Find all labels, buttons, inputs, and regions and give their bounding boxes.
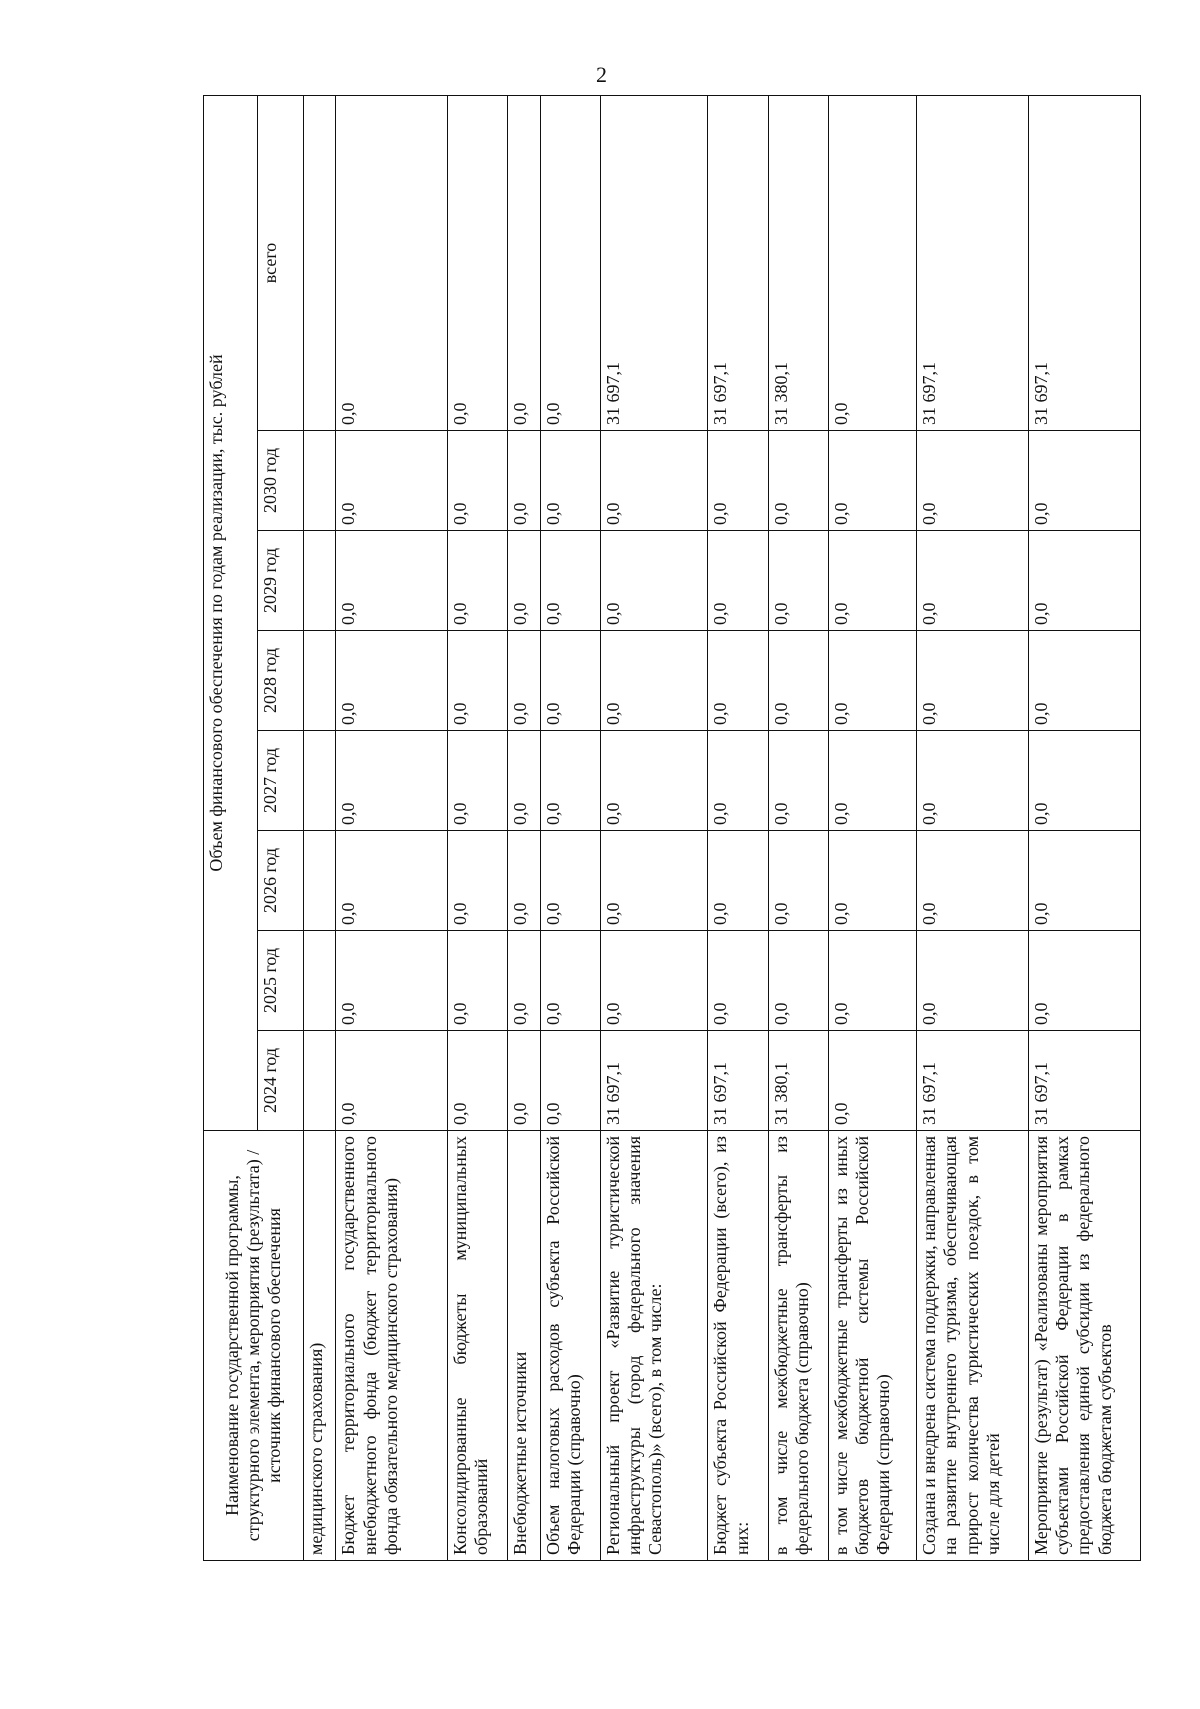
row-value: 0,0 — [917, 631, 1029, 731]
row-value: 31 697,1 — [708, 95, 768, 430]
row-value: 0,0 — [508, 831, 540, 931]
row-value: 31 697,1 — [708, 1031, 768, 1131]
row-value: 31 697,1 — [917, 1031, 1029, 1131]
table-row — [448, 95, 508, 1560]
row-value: 0,0 — [448, 831, 508, 931]
row-value: 0,0 — [336, 831, 448, 931]
header-year-2026: 2026 год — [258, 831, 304, 931]
row-value: 0,0 — [448, 731, 508, 831]
row-value: 0,0 — [768, 931, 828, 1031]
row-value — [304, 531, 336, 631]
row-value: 0,0 — [708, 731, 768, 831]
row-value: 0,0 — [508, 1031, 540, 1131]
row-value — [304, 431, 336, 531]
row-value: 0,0 — [828, 95, 916, 430]
row-value — [304, 631, 336, 731]
row-value: 0,0 — [508, 931, 540, 1031]
table-row — [768, 95, 828, 1560]
row-name: Региональный проект «Развитие туристической инфраструктуры (город федерального значения Севастополь)» (всего), в том числе: — [600, 1131, 708, 1561]
row-value: 0,0 — [828, 1031, 916, 1131]
row-value: 0,0 — [1029, 931, 1141, 1031]
row-value: 0,0 — [828, 531, 916, 631]
row-value: 0,0 — [1029, 731, 1141, 831]
header-year-2027: 2027 год — [258, 731, 304, 831]
row-value: 0,0 — [768, 631, 828, 731]
row-value: 0,0 — [917, 531, 1029, 631]
header-volume-group: Объем финансового обеспечения по годам реализации, тыс. рублей — [204, 95, 258, 1130]
header-year-2030: 2030 год — [258, 431, 304, 531]
row-value: 0,0 — [1029, 531, 1141, 631]
table-row — [1029, 95, 1141, 1560]
rotated-table-container — [203, 96, 1141, 1561]
row-value: 0,0 — [600, 431, 708, 531]
row-name: Мероприятие (результат) «Реализованы мероприятия субъектами Российской Федерации в рамках предоставления единой субсидии из федерального бюджета бюджетам субъектов — [1029, 1131, 1141, 1561]
row-value: 0,0 — [768, 531, 828, 631]
rotated-sheet — [203, 96, 1141, 1561]
row-value: 0,0 — [540, 95, 600, 430]
row-value: 0,0 — [448, 431, 508, 531]
row-value: 0,0 — [336, 931, 448, 1031]
row-value — [304, 731, 336, 831]
row-value: 0,0 — [708, 831, 768, 931]
row-value: 0,0 — [600, 831, 708, 931]
header-year-2029: 2029 год — [258, 531, 304, 631]
row-value: 0,0 — [448, 631, 508, 731]
row-value — [304, 931, 336, 1031]
row-value: 0,0 — [708, 631, 768, 731]
row-value: 0,0 — [448, 1031, 508, 1131]
header-year-2028: 2028 год — [258, 631, 304, 731]
row-name: Консолидированные бюджеты муниципальных образований — [448, 1131, 508, 1561]
row-value: 31 697,1 — [1029, 95, 1141, 430]
row-value: 0,0 — [448, 531, 508, 631]
row-value: 0,0 — [448, 931, 508, 1031]
row-value: 0,0 — [540, 1031, 600, 1131]
row-value: 0,0 — [336, 1031, 448, 1131]
row-value: 0,0 — [600, 931, 708, 1031]
row-value: 0,0 — [508, 731, 540, 831]
row-value: 0,0 — [540, 531, 600, 631]
header-total: всего — [258, 95, 304, 430]
row-name: Внебюджетные источники — [508, 1131, 540, 1561]
row-name: Объем налоговых расходов субъекта Российской Федерации (справочно) — [540, 1131, 600, 1561]
table-row — [600, 95, 708, 1560]
row-value: 0,0 — [336, 631, 448, 731]
row-value: 0,0 — [448, 95, 508, 430]
row-value: 0,0 — [508, 631, 540, 731]
row-name: Бюджет субъекта Российской Федерации (всего), из них: — [708, 1131, 768, 1561]
row-value: 0,0 — [600, 731, 708, 831]
row-value: 31 697,1 — [600, 95, 708, 430]
row-value: 0,0 — [600, 531, 708, 631]
financing-table — [203, 95, 1141, 1561]
row-value: 0,0 — [540, 431, 600, 531]
row-value: 0,0 — [540, 731, 600, 831]
row-value: 31 697,1 — [917, 95, 1029, 430]
row-value — [304, 95, 336, 430]
row-value: 0,0 — [828, 431, 916, 531]
table-row — [708, 95, 768, 1560]
table-row — [828, 95, 916, 1560]
row-value: 31 697,1 — [600, 1031, 708, 1131]
table-row — [540, 95, 600, 1560]
table-row — [304, 95, 336, 1560]
row-value: 31 697,1 — [1029, 1031, 1141, 1131]
row-value: 0,0 — [828, 631, 916, 731]
table-row — [917, 95, 1029, 1560]
row-value: 0,0 — [828, 831, 916, 931]
row-value: 0,0 — [768, 731, 828, 831]
row-value: 0,0 — [336, 431, 448, 531]
row-name: медицинского страхования) — [304, 1131, 336, 1561]
row-name: Бюджет территориального государственного внебюджетного фонда (бюджет территориального фонда обязательного медицинского страхования) — [336, 1131, 448, 1561]
header-year-2025: 2025 год — [258, 931, 304, 1031]
row-value: 0,0 — [508, 431, 540, 531]
row-value: 0,0 — [917, 731, 1029, 831]
row-value: 0,0 — [917, 431, 1029, 531]
header-name-column: Наименование государственной программы, структурного элемента, мероприятия (результата) / источник финансового обеспечения — [204, 1131, 304, 1561]
row-value: 0,0 — [540, 931, 600, 1031]
row-name: Создана и внедрена система поддержки, направленная на развитие внутреннего туризма, обеспечивающая прирост количества туристических поездок, в том числе для детей — [917, 1131, 1029, 1561]
row-value: 31 380,1 — [768, 95, 828, 430]
row-value: 0,0 — [828, 731, 916, 831]
row-value: 0,0 — [540, 831, 600, 931]
row-value — [304, 1031, 336, 1131]
row-value: 0,0 — [1029, 631, 1141, 731]
row-value: 0,0 — [708, 531, 768, 631]
row-value — [304, 831, 336, 931]
row-value: 0,0 — [336, 95, 448, 430]
row-value: 0,0 — [540, 631, 600, 731]
row-value: 0,0 — [600, 631, 708, 731]
row-value: 0,0 — [336, 531, 448, 631]
row-name: в том числе межбюджетные трансферты из иных бюджетов бюджетной системы Российской Федерации (справочно) — [828, 1131, 916, 1561]
table-row — [508, 95, 540, 1560]
row-value: 0,0 — [917, 931, 1029, 1031]
row-value: 0,0 — [768, 831, 828, 931]
row-value: 0,0 — [708, 931, 768, 1031]
row-value: 0,0 — [508, 95, 540, 430]
header-year-2024: 2024 год — [258, 1031, 304, 1131]
row-value: 0,0 — [336, 731, 448, 831]
row-value: 0,0 — [1029, 431, 1141, 531]
row-value: 0,0 — [1029, 831, 1141, 931]
row-value: 0,0 — [917, 831, 1029, 931]
row-value: 0,0 — [768, 431, 828, 531]
row-value: 0,0 — [708, 431, 768, 531]
row-value: 0,0 — [508, 531, 540, 631]
table-row — [336, 95, 448, 1560]
page-number: 2 — [596, 62, 607, 87]
row-value: 0,0 — [828, 931, 916, 1031]
row-value: 31 380,1 — [768, 1031, 828, 1131]
row-name: в том числе межбюджетные трансферты из федерального бюджета (справочно) — [768, 1131, 828, 1561]
